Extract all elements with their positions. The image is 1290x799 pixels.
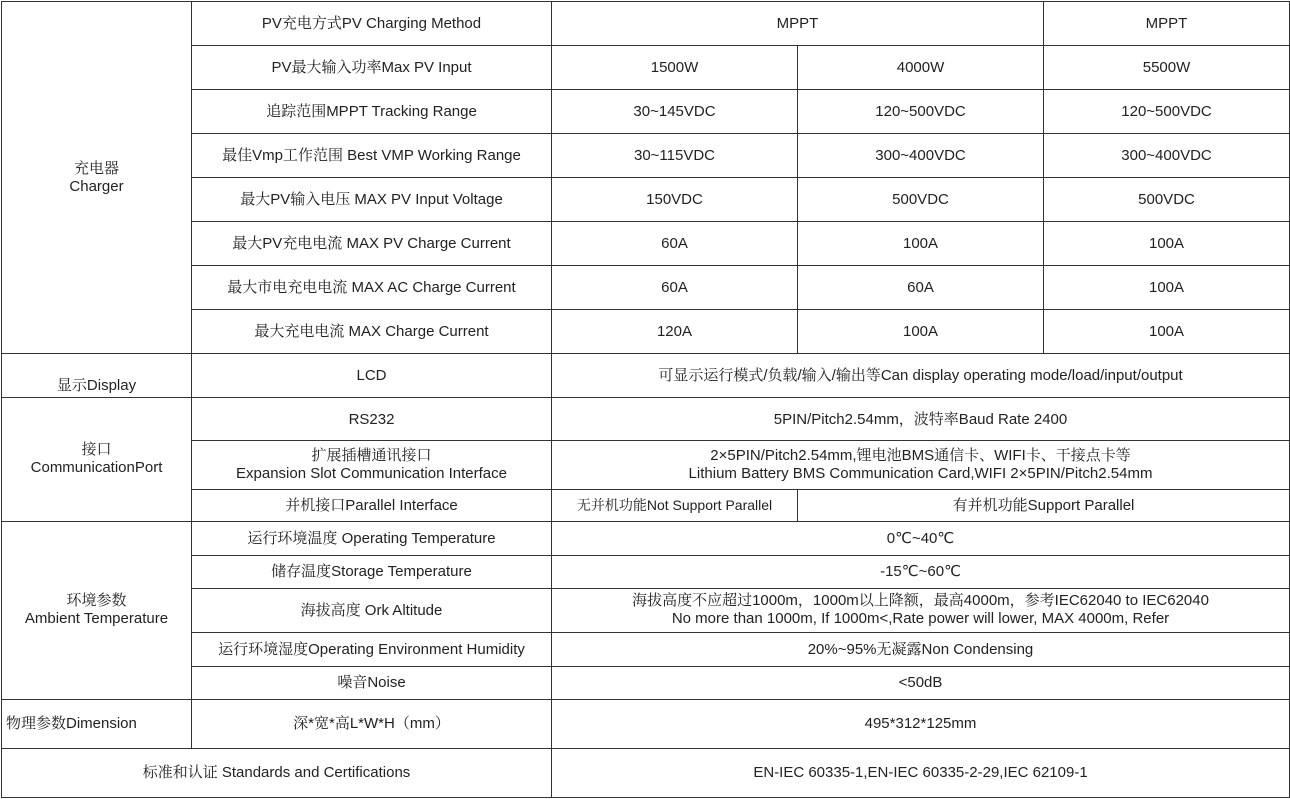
cell-value: 100A (1044, 310, 1290, 354)
table-row (2, 46, 1290, 90)
table-row (2, 2, 1290, 46)
row-label: 追踪范围MPPT Tracking Range (192, 90, 552, 134)
cell-value: 0℃~40℃ (552, 521, 1290, 555)
row-label: 运行环境温度 Operating Temperature (192, 521, 552, 555)
cell-value: 120~500VDC (798, 90, 1044, 134)
cell-value (552, 441, 1290, 489)
row-label: LCD (192, 354, 552, 398)
section-charger (2, 2, 192, 354)
table-row (2, 666, 1290, 699)
cell-value-text: 海拔高度不应超过1000m，1000m以上降额，最高4000m，参考IEC62040 to IEC62040 No more than 1000m, If 1000m<,Rate power will lower, MAX 4000m, Refer (632, 592, 1209, 628)
cell-value: 5PIN/Pitch2.54mm，波特率Baud Rate 2400 (552, 398, 1290, 441)
table-row (2, 588, 1290, 632)
cell-value: MPPT (552, 2, 1044, 46)
row-label: 最大充电电流 MAX Charge Current (192, 310, 552, 354)
row-label (192, 441, 552, 489)
row-label: 标准和认证 Standards and Certifications (2, 748, 552, 797)
row-label: 深*宽*高L*W*H（mm） (192, 699, 552, 748)
cell-value: 可显示运行模式/负载/输入/输出等Can display operating mode/load/input/output (552, 354, 1290, 398)
row-label: 最佳Vmp工作范围 Best VMP Working Range (192, 134, 552, 178)
section-communication (2, 398, 192, 521)
section-dimension (2, 699, 192, 748)
cell-value: 100A (798, 310, 1044, 354)
section-display (2, 354, 192, 398)
row-label: PV最大输入功率Max PV Input (192, 46, 552, 90)
table-row (2, 310, 1290, 354)
table-row (2, 178, 1290, 222)
cell-value: 500VDC (798, 178, 1044, 222)
table-row (2, 489, 1290, 521)
row-label: 并机接口Parallel Interface (192, 489, 552, 521)
cell-value: 30~145VDC (552, 90, 798, 134)
row-label: PV充电方式PV Charging Method (192, 2, 552, 46)
table-row (2, 521, 1290, 555)
cell-value: 60A (798, 266, 1044, 310)
cell-value: 30~115VDC (552, 134, 798, 178)
table-row (2, 266, 1290, 310)
cell-value: -15℃~60℃ (552, 555, 1290, 588)
row-label: 最大PV充电电流 MAX PV Charge Current (192, 222, 552, 266)
cell-value: 300~400VDC (798, 134, 1044, 178)
section-ambient (2, 521, 192, 699)
table-row (2, 398, 1290, 441)
cell-value: 60A (552, 222, 798, 266)
table-row (2, 699, 1290, 748)
row-label: 海拔高度 Ork Altitude (192, 588, 552, 632)
row-label: RS232 (192, 398, 552, 441)
cell-value: <50dB (552, 666, 1290, 699)
table-row (2, 748, 1290, 797)
cell-value: 500VDC (1044, 178, 1290, 222)
cell-value: 150VDC (552, 178, 798, 222)
cell-value: 20%~95%无凝露Non Condensing (552, 632, 1290, 666)
cell-value: 100A (1044, 266, 1290, 310)
table-row (2, 354, 1290, 398)
row-label: 最大PV输入电压 MAX PV Input Voltage (192, 178, 552, 222)
row-label-text: 扩展插槽通讯接口 Expansion Slot Communication Interface (236, 446, 507, 482)
section-label: 接口 CommunicationPort (30, 441, 163, 477)
section-label: 物理参数Dimension (6, 715, 137, 733)
section-label: 显示Display (56, 377, 137, 395)
table-row (2, 134, 1290, 178)
row-label: 储存温度Storage Temperature (192, 555, 552, 588)
cell-value: 4000W (798, 46, 1044, 90)
cell-value: 120A (552, 310, 798, 354)
cell-value: 300~400VDC (1044, 134, 1290, 178)
cell-value: 120~500VDC (1044, 90, 1290, 134)
section-label: 环境参数 Ambient Temperature (24, 592, 169, 628)
cell-value: 1500W (552, 46, 798, 90)
cell-value: 有并机功能Support Parallel (798, 489, 1290, 521)
row-label: 最大市电充电电流 MAX AC Charge Current (192, 266, 552, 310)
table-row (2, 555, 1290, 588)
section-label: 充电器 Charger (69, 159, 124, 195)
cell-value: 无并机功能Not Support Parallel (552, 489, 798, 521)
cell-value: 5500W (1044, 46, 1290, 90)
cell-value: 100A (798, 222, 1044, 266)
cell-value (552, 588, 1290, 632)
cell-value: 100A (1044, 222, 1290, 266)
cell-value: MPPT (1044, 2, 1290, 46)
table-row (2, 441, 1290, 489)
spec-table (1, 1, 1290, 798)
table-row (2, 222, 1290, 266)
cell-value-text: 2×5PIN/Pitch2.54mm,锂电池BMS通信卡、WIFI卡、干接点卡等 Lithium Battery BMS Communication Card,WIFI 2×5PIN/Pitch2.54mm (688, 446, 1153, 482)
row-label: 运行环境湿度Operating Environment Humidity (192, 632, 552, 666)
table-row (2, 90, 1290, 134)
row-label: 噪音Noise (192, 666, 552, 699)
cell-value: 495*312*125mm (552, 699, 1290, 748)
cell-value: 60A (552, 266, 798, 310)
table-row (2, 632, 1290, 666)
cell-value: EN-IEC 60335-1,EN-IEC 60335-2-29,IEC 62109-1 (552, 748, 1290, 797)
